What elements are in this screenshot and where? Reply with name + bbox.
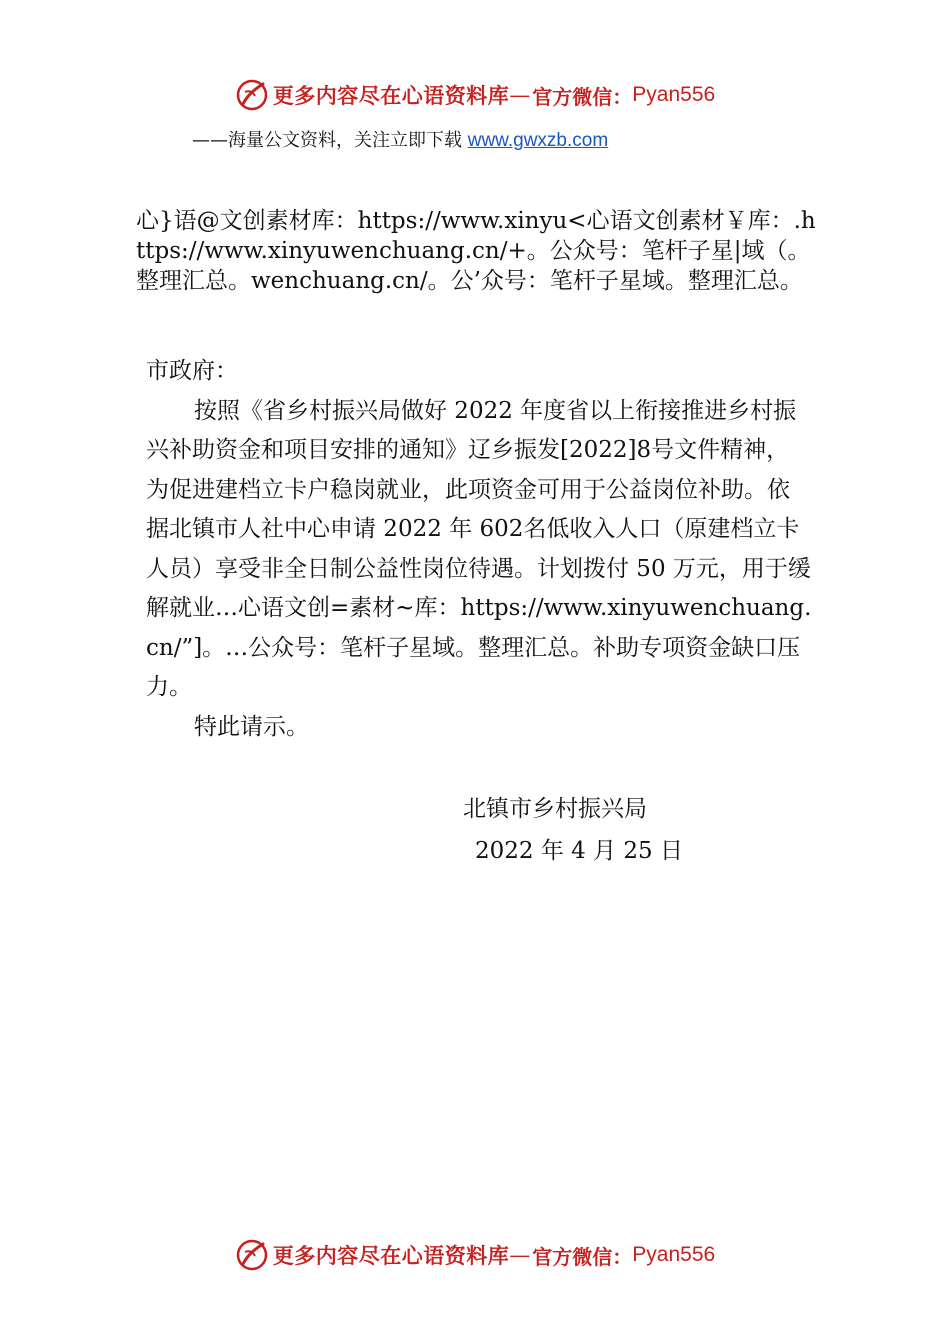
body-paragraph: 按照《省乡村振兴局做好 2022 年度省以上衔接推进乡村振兴补助资金和项目安排的通知》辽乡振发[2022]8号文件精神，为促进建档立卡户稳岗就业，此项资金可用于公益岗位补助。依据北镇市人社中心申请 2022 年 602名低收入人口（原建档立卡人员）享受非全日制公益性岗位待遇。计划拨付 50 万元，用于缓解就业…心语文创=素材~库：https://www.xinyuwenchuang.cn/”]。…公众号：笔杆子星域。整理汇总。补助专项资金缺口压力。	[146, 397, 812, 700]
banner-separator: —	[509, 83, 531, 107]
footer-banner	[0, 1232, 950, 1278]
wechat-id: Pyan556	[632, 1243, 716, 1266]
brush-logo-icon	[235, 78, 269, 112]
banner-title: 更多内容尽在心语资料库	[272, 1243, 510, 1268]
closing-line: 特此请示。	[194, 713, 309, 740]
signature-date: 2022 年 4 月 25 日	[475, 838, 683, 864]
wechat-id: Pyan556	[632, 83, 716, 106]
download-subline	[192, 126, 608, 156]
banner-title: 更多内容尽在心语资料库	[272, 83, 510, 108]
header-banner	[0, 72, 950, 118]
signature-org: 北镇市乡村振兴局	[463, 796, 647, 822]
watermark-paragraph: 心}语@文创素材库：https://www.xinyu<心语文创素材￥库：.https://www.xinyuwenchuang.cn/+。公众号：笔杆子星|域（。整理汇总。wenchuang.cn/。公’众号：笔杆子星域。整理汇总。	[136, 208, 816, 294]
download-link[interactable]: www.gwxzb.com	[467, 130, 609, 151]
letter-body	[146, 352, 812, 747]
subline-text: ——海量公文资料，关注立即下载	[192, 130, 468, 151]
salutation: 市政府：	[146, 358, 238, 384]
brush-logo-icon	[235, 1238, 269, 1272]
banner-separator: —	[509, 1243, 531, 1267]
wechat-label: 官方微信：	[532, 84, 633, 109]
wechat-label: 官方微信：	[532, 1244, 633, 1269]
